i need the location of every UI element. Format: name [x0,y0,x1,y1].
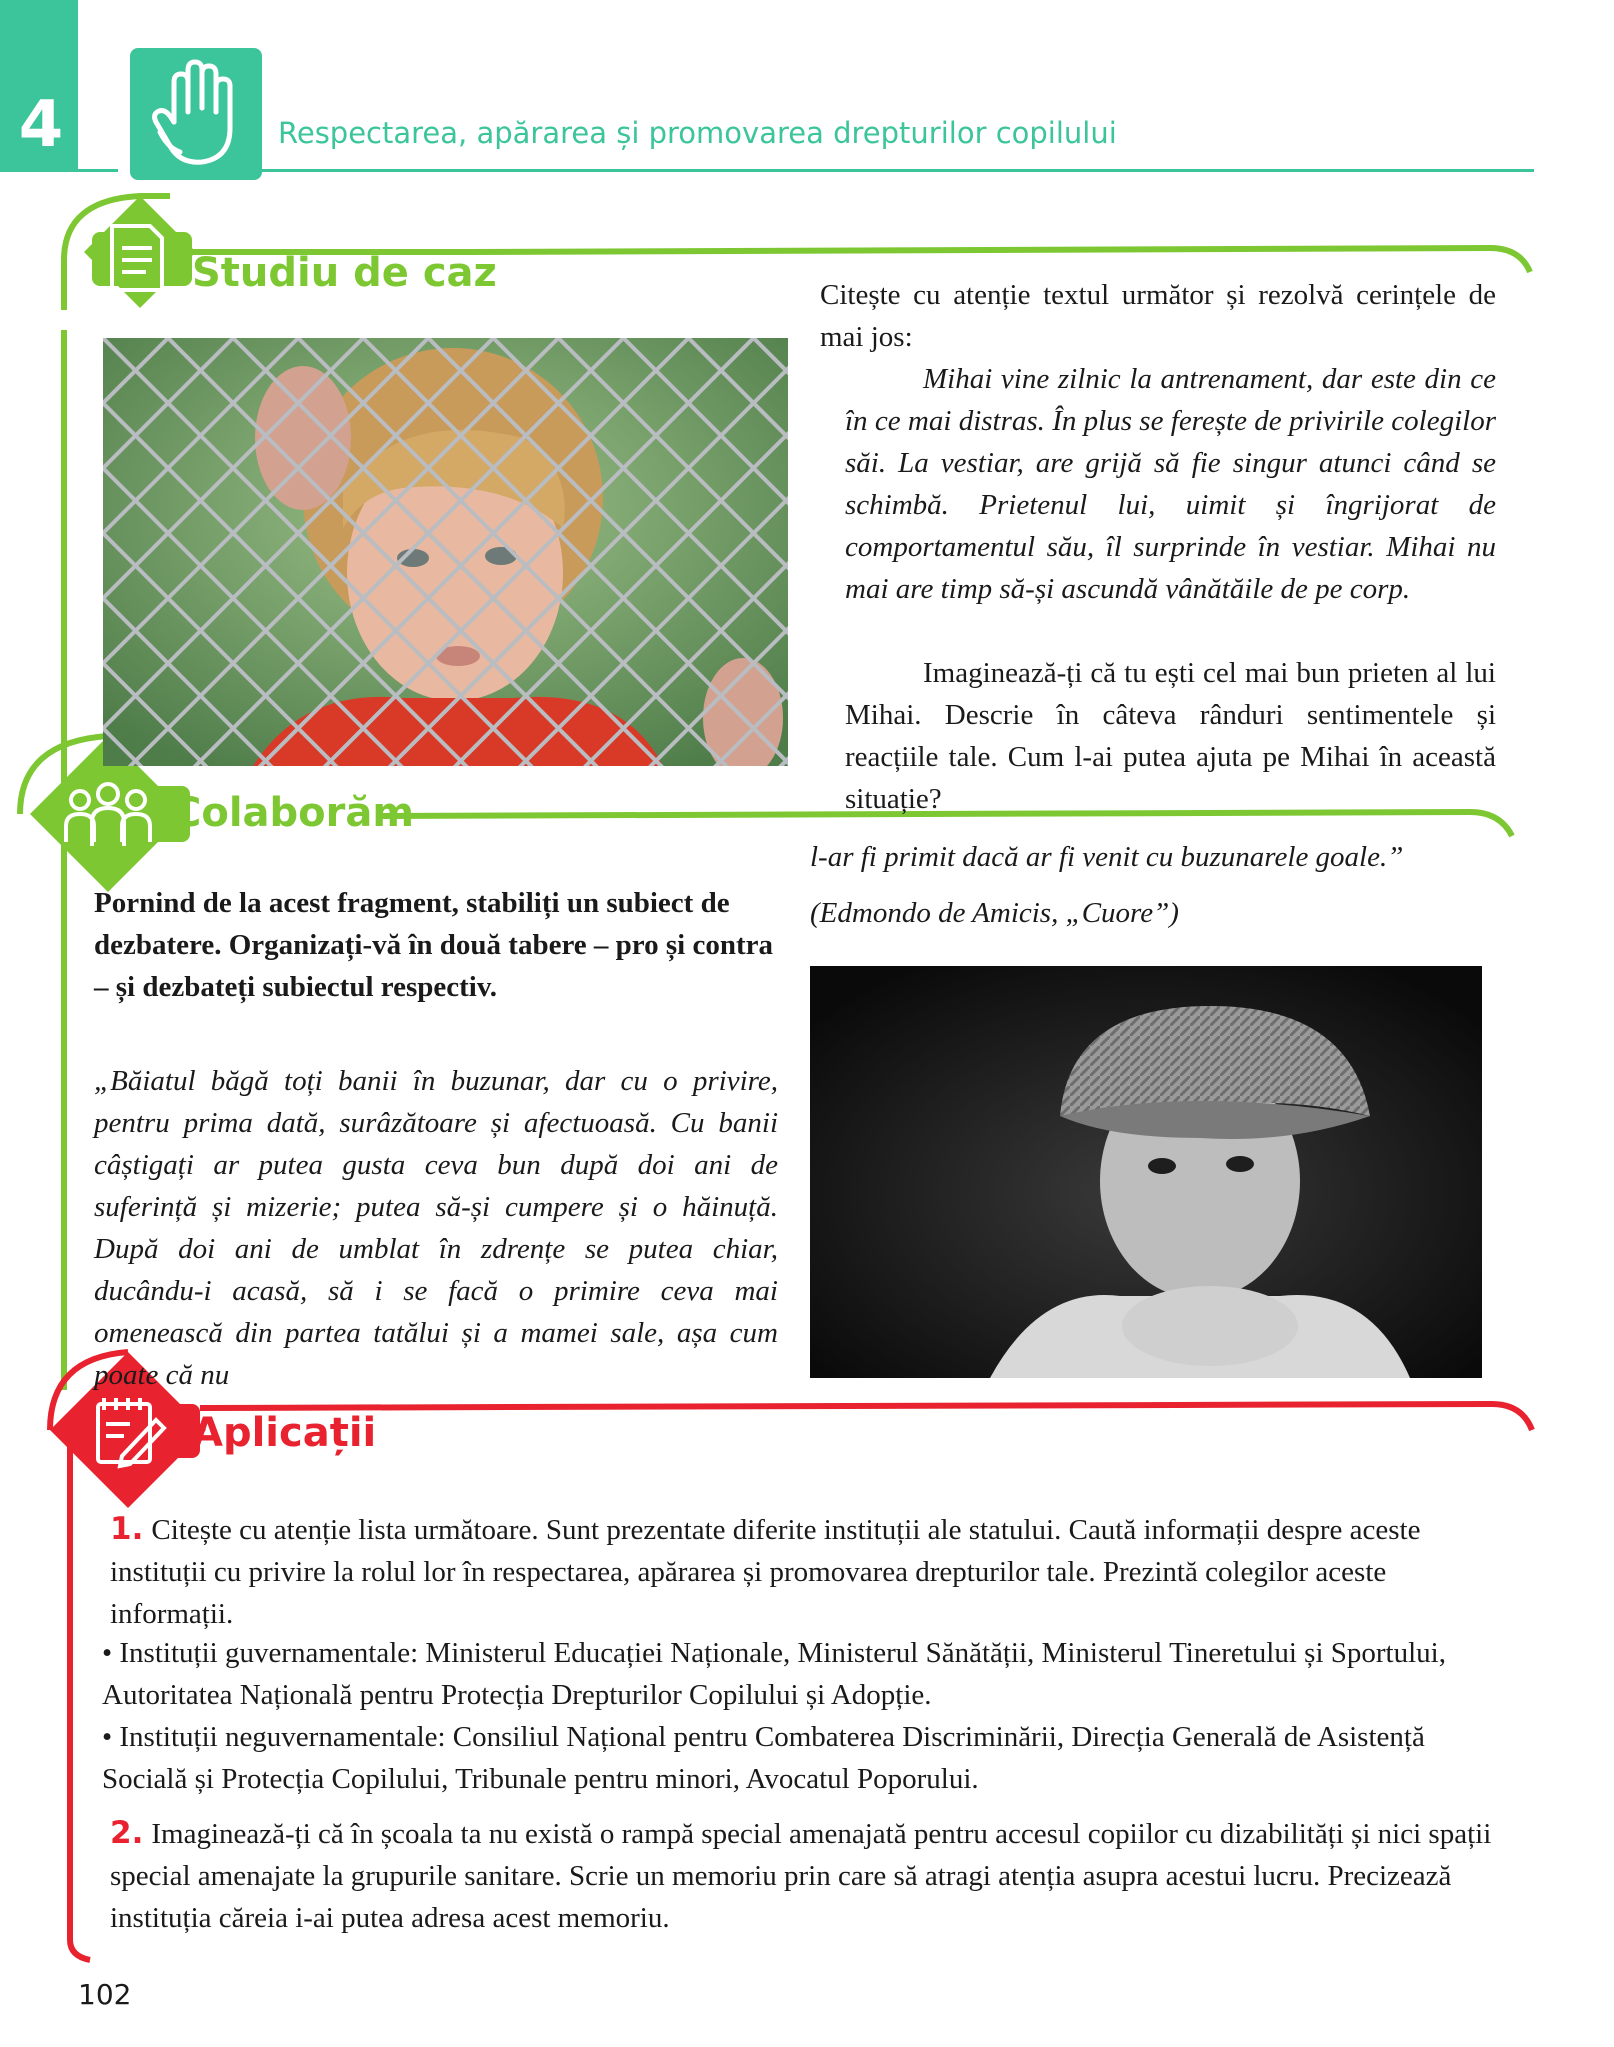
task-1-text: Citește cu atenție lista următoare. Sunt prezentate diferite instituții ale statului. Caută informații despre aceste instituții cu privire la rolul lor în respectarea, apărarea și promovarea drepturilor tale. Prezintă colegilor aceste informații. [110,1514,1421,1630]
task-2-text: Imaginează-ți că în școala ta nu există o rampă special amenajată pentru accesul copiilor cu dizabilități și nici spații special amenajate la grupurile sanitare. Scrie un memoriu prin care să atragi atenția asupra acestui lucru. Precizează instituția căreia i-ai putea adresa acest memoriu. [110,1818,1492,1934]
studiu-story: Mihai vine zilnic la antrenament, dar este din ce în ce mai distras. În plus se ferește de privirile colegilor săi. La vestiar, are grijă să fie singur atunci când se schimbă. Prietenul lui, uimit și îngrijorat de comportamentul său, îl surprinde în vestiar. Mihai nu mai are timp să-și ascundă vânătăile de pe corp. [845,363,1496,605]
page-number: 102 [78,1978,132,2011]
quote-part2: l-ar fi primit dacă ar fi venit cu buzunarele goale.” [810,841,1404,873]
studiu-badge [64,196,196,310]
aplic-title: Aplicații [192,1410,377,1456]
task-2 [110,1812,1510,1939]
header-title: Respectarea, apărarea și promovarea drepturilor copilului [278,116,1117,150]
task-1 [110,1508,1510,1635]
chapter-number: 4 [18,88,64,162]
task-2-number: 2. [110,1815,144,1851]
colab-task: Pornind de la acest fragment, stabiliți un subiect de dezbatere. Organizați-vă în două tabere – pro și contra – și dezbateți subiectul respectiv. [94,887,774,1003]
bullet-guvernamentale: • Instituții guvernamentale: Ministerul Educației Naționale, Ministerul Sănătății, Ministerul Tineretului și Sportului, Autoritatea Națională pentru Protecția Drepturilor Copilului și Adopție. [102,1637,1446,1711]
bullet-neguvernamentale: • Instituții neguvernamentale: Consiliul Național pentru Combaterea Discriminării, Direcția Generală de Asistență Socială și Protecția Copilului, Tribunale pentru minori, Avocatul Poporului. [102,1721,1425,1795]
quote-source: (Edmondo de Amicis, „Cuore”) [810,897,1179,929]
studiu-intro: Citește cu atenție textul următor și rezolvă cerințele de mai jos: [820,279,1496,353]
photo-boy-with-cap [810,966,1482,1378]
quote-part1: „Băiatul băgă toți banii în buzunar, dar cu o privire, pentru prima dată, surâzătoare și afectuoasă. Cu banii câștigați ar putea gusta ceva bun după doi ani de suferință și mizerie; putea să-și cumpere și o hăinuță. După doi ani de umblat în zdrențe se putea chiar, ducându-i acasă, să i se facă o primire ceva mai omenească din partea tatălui și a mamei sale, așa cum poate că nu [94,1065,778,1391]
studiu-title: Studiu de caz [192,250,497,296]
studiu-task: Imaginează-ți că tu ești cel mai bun prieten al lui Mihai. Descrie în câteva rânduri sentimentele și reacțiile tale. Cum l-ai putea ajuta pe Mihai în această situație? [845,657,1496,815]
colab-title: Colaborăm [172,790,415,836]
photo-child-behind-fence [103,338,788,766]
task-1-number: 1. [110,1511,144,1547]
